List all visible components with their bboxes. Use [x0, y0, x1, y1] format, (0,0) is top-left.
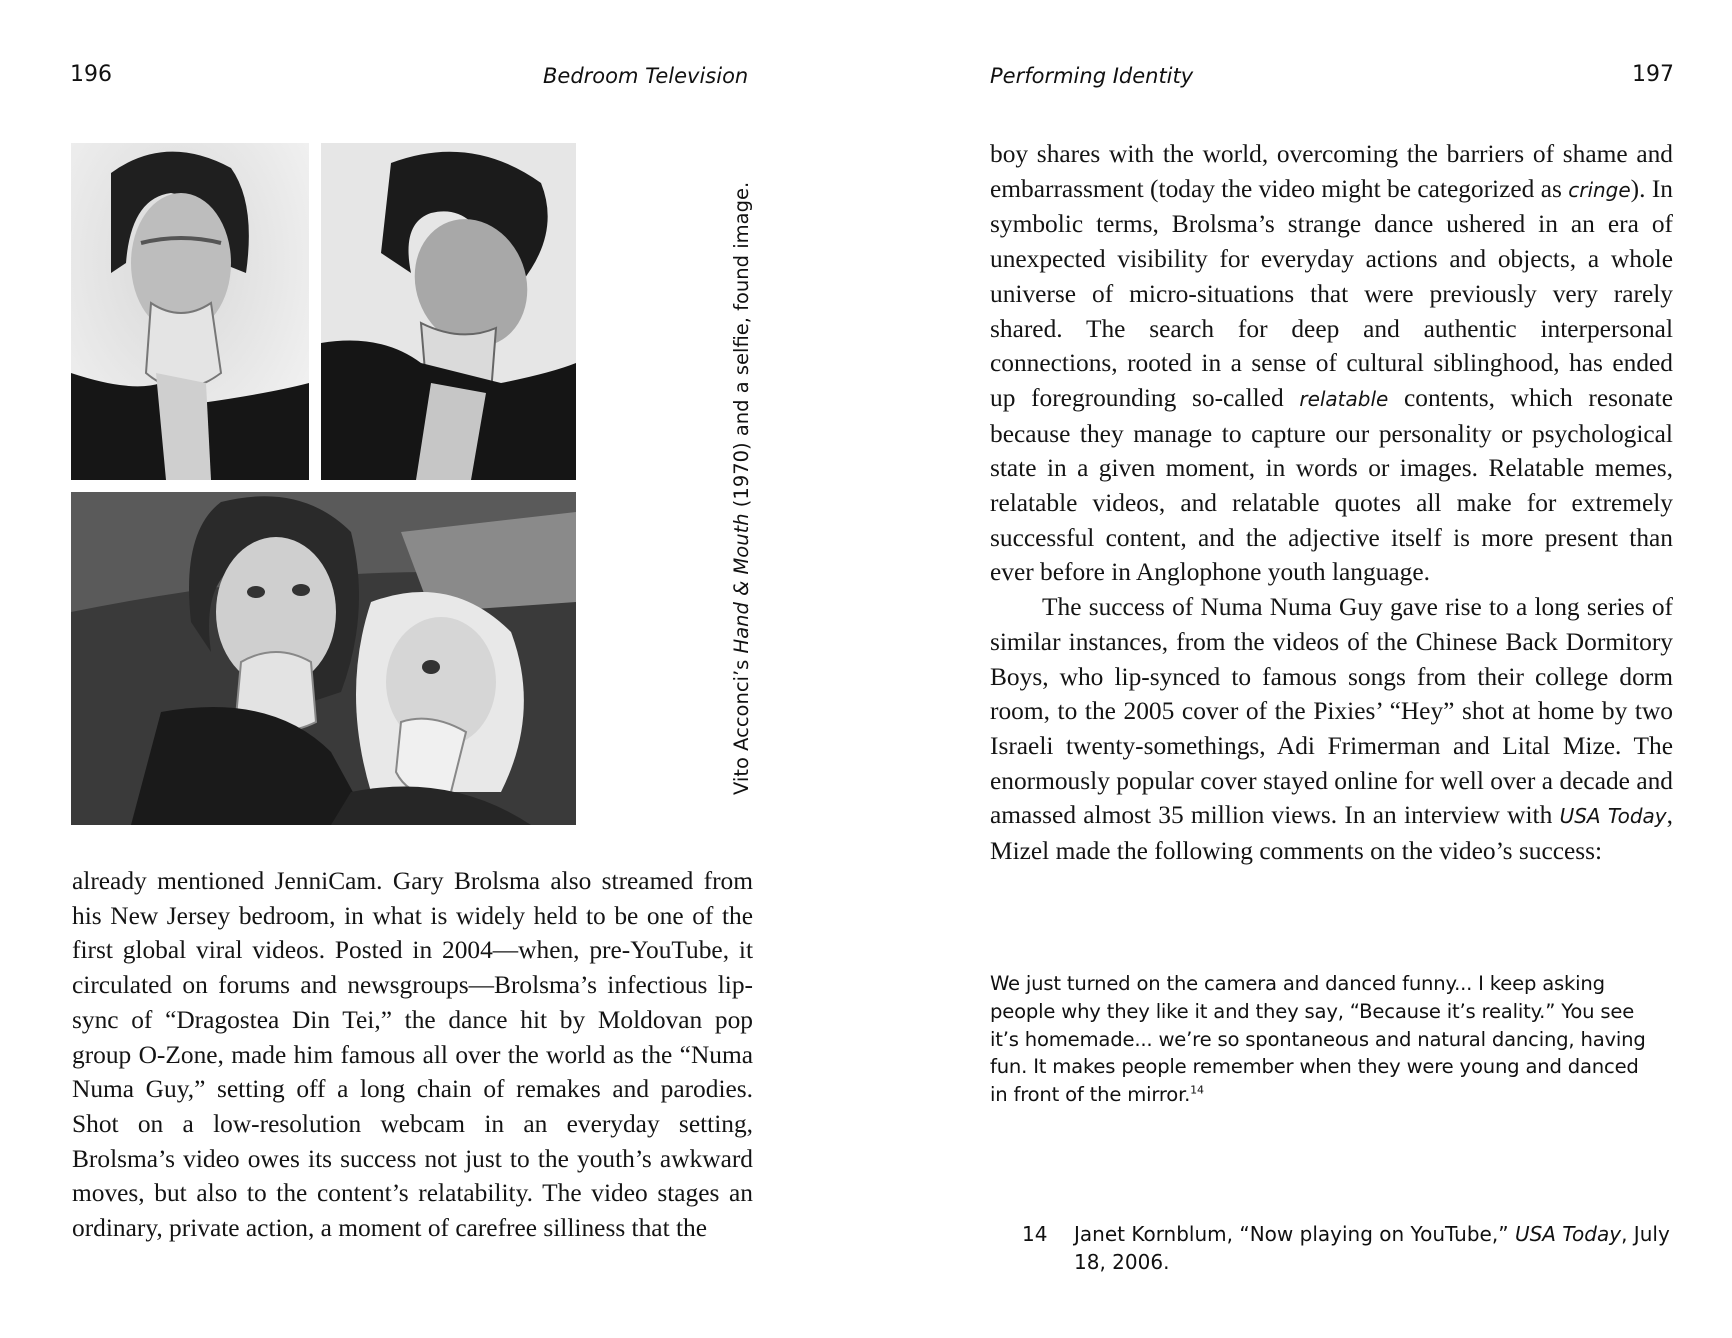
italic-term-cringe: cringe [1568, 177, 1631, 202]
running-head-left: Bedroom Television [543, 64, 749, 88]
running-head-right: Performing Identity [990, 64, 1194, 88]
footnote [1022, 1220, 1672, 1276]
footnote-publication: USA Today [1514, 1222, 1622, 1246]
footnote-reference[interactable]: 14 [1190, 1083, 1204, 1097]
footnote-text: Janet Kornblum, “Now playing on YouTube,” USA Today, July 18, 2006. [1074, 1222, 1670, 1274]
right-body-text [990, 137, 1673, 869]
block-quote [990, 970, 1662, 1109]
footnote-number: 14 [1022, 1222, 1048, 1246]
right-paragraph-1: boy shares with the world, overcoming the barriers of shame and embarrassment (today the video might be categorized as cringe). In symbolic terms, Brolsma’s strange dance ushered in an era of unexpected visibility for everyday actions and objects, a whole universe of micro-situations that were previously very rarely shared. The search for deep and authentic interpersonal connections, rooted in a sense of cultural siblinghood, has ended up foregrounding so-called relatable contents, which resonate because they manage to capture our personality or psychological state in a given moment, in words or images. Relatable memes, relatable videos, and relatable quotes all make for extremely successful content, and the adjective itself is more present than ever before in Anglophone youth language. [990, 140, 1673, 587]
figure-caption [730, 182, 753, 795]
photo-acconci-2 [321, 143, 576, 480]
caption-text-1: Vito Acconci’s [730, 653, 753, 795]
right-paragraph-2: The success of Numa Numa Guy gave rise to a long series of similar instances, from the videos of the Chinese Back Dormitory Boys, who lip-synced to famous songs from their college dorm room, to the 2005 cover of the Pixies’ “Hey” shot at home by two Israeli twenty-somethings, Adi Frimerman and Lital Mize. The enormously popular cover stayed online for well over a decade and amassed almost 35 million views. In an interview with USA Today, Mizel made the following comments on the video’s success: [990, 593, 1673, 866]
caption-text-2: (1970) and a selfie, found image. [730, 181, 753, 514]
caption-artwork-title: Hand & Mouth [730, 513, 753, 654]
quote-text: We just turned on the camera and danced funny... I keep asking people why they like it and they say, “Because it’s reality.” You see it’s homemade... we’re so spontaneous and natural dancing, having fun. It makes people remember when they were young and danced in front of the mirror. [990, 972, 1646, 1107]
left-body-text [72, 864, 753, 1246]
page-number-left: 196 [70, 62, 112, 87]
italic-term-relatable: relatable [1299, 386, 1389, 411]
photo-acconci-1 [71, 143, 309, 480]
italic-usa-today: USA Today [1559, 804, 1667, 829]
photo-selfie [71, 492, 576, 825]
page-number-right: 197 [1632, 62, 1674, 87]
left-paragraph: already mentioned JenniCam. Gary Brolsma also streamed from his New Jersey bedroom, in what is widely held to be one of the first global viral videos. Posted in 2004—when, pre-YouTube, it circulated on forums and newsgroups—Brolsma’s infectious lip-sync of “Dragostea Din Tei,” the dance hit by Moldovan pop group O-Zone, made him famous all over the world as the “Numa Numa Guy,” setting off a long chain of remakes and parodies. Shot on a low-resolution webcam in an everyday setting, Brolsma’s video owes its success not just to the youth’s awkward moves, but also to the content’s relatability. The video stages an ordinary, private action, a moment of carefree silliness that the [72, 867, 753, 1243]
